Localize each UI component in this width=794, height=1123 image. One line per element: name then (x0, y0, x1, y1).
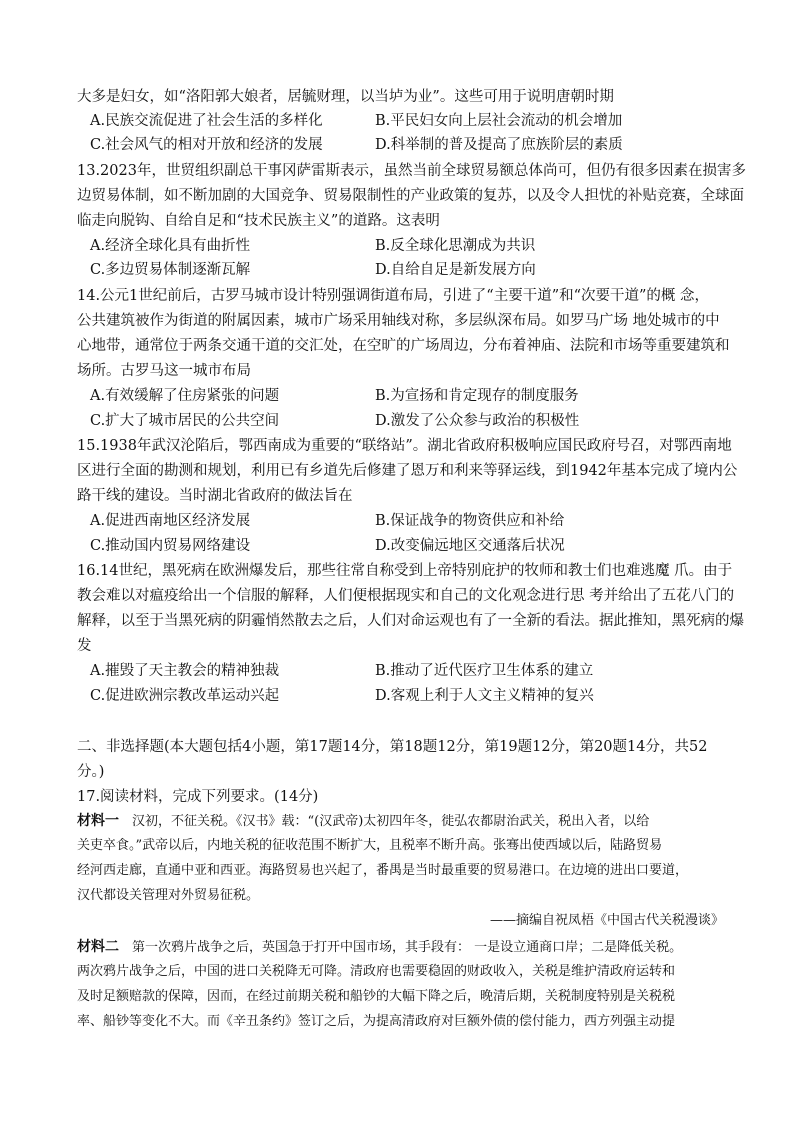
q13-stem-line: 边贸易体制，如不断加剧的大国竞争、贸易限制性的产业政策的复苏，以及令人担忧的补贴竞赛，全球面 (77, 188, 744, 204)
q12-option-b: B.平民妇女向上层社会流动的机会增加 (375, 113, 623, 129)
q15-option-d: D.改变偏远地区交通落后状况 (375, 538, 565, 554)
material2-line: 两次鸦片战争之后，中国的进口关税降无可降。清政府也需要稳固的财政收入，关税是维护清政府运转和 (77, 964, 676, 979)
material1-line: 经河西走廊，直通中亚和西亚。海路贸易也兴起了，番禺是当时最重要的贸易港口。在边境的进出口要道， (77, 863, 689, 878)
q16-stem-line: 教会难以对瘟疫给出一个信服的解释，人们便根据现实和自己的文化观念进行思 考并给出了五花八门的 (77, 588, 735, 604)
q15-option-a: A.促进西南地区经济发展 (90, 513, 251, 529)
q13-stem-line: 13.2023年，世贸组织副总干事冈萨雷斯表示，虽然当前全球贸易额总体尚可，但仍有很多因素在损害多 (77, 163, 746, 179)
q12-stem-tail: 大多是妇女，如“洛阳郭大娘者，居毓财理，以当垆为业”。这些可用于说明唐朝时期 (77, 89, 614, 105)
material1-source: ——摘编自祝凤梧《中国古代关税漫谈》 (489, 913, 724, 928)
q12-option-a: A.民族交流促进了社会生活的多样化 (90, 113, 323, 129)
q12-option-c: C.社会风气的相对开放和经济的发展 (90, 137, 323, 153)
section2-heading-cont: 分。) (77, 764, 105, 780)
q14-option-b: B.为宣扬和肯定现存的制度服务 (375, 388, 579, 404)
q13-option-c: C.多边贸易体制逐渐瓦解 (90, 262, 251, 278)
q13-option-b: B.反全球化思潮成为共识 (375, 238, 536, 254)
material2-line: 及时足额赔款的保障，因而，在经过前期关税和船钞的大幅下降之后，晚清后期，关税制度特别是关税税 (77, 989, 676, 1004)
q15-stem-line: 路干线的建设。当时湖北省政府的做法旨在 (77, 488, 353, 504)
material1-label: 材料一 (77, 813, 119, 829)
q16-option-b: B.推动了近代医疗卫生体系的建立 (375, 663, 594, 679)
material1-line: 关吏卒食。”武帝以后，内地关税的征收范围不断扩大，且税率不断升高。张骞出使西域以后，陆路贸易 (77, 838, 663, 853)
q14-option-d: D.激发了公众参与政治的积极性 (375, 413, 580, 429)
q16-option-d: D.客观上利于人文主义精神的复兴 (375, 688, 594, 704)
q16-option-c: C.促进欧洲宗教改革运动兴起 (90, 688, 280, 704)
q14-stem-line: 公共建筑被作为街道的附属因素，城市广场采用轴线对称，多层纵深布局。如罗马广场 地处城市的中 (77, 313, 720, 329)
q13-option-a: A.经济全球化具有曲折性 (90, 238, 251, 254)
section2-heading: 二、非选择题(本大题包括4小题，第17题14分，第18题12分，第19题12分，第20题14分，共52 (77, 739, 708, 755)
q16-stem-line: 解释，以至于当黑死病的阴霾悄然散去之后，人们对命运观也有了一全新的看法。据此推知，黑死病的爆 (77, 613, 744, 629)
q14-stem-line: 心地带，通常位于两条交通干道的交汇处，在空旷的广场周边，分布着神庙、法院和市场等重要建筑和 (77, 338, 730, 354)
material1-line: 材料一 汉初，不征关税。《汉书》载：“(汉武帝)太初四年冬，徙弘农都尉治武关，税出入者，以给 (77, 813, 650, 829)
material2-line: 材料二 第一次鸦片战争之后，英国急于打开中国市场，其手段有： 一是设立通商口岸；二是降低关税。 (77, 939, 683, 955)
material1-line: 汉代都设关管理对外贸易征税。 (77, 888, 260, 903)
q15-option-c: C.推动国内贸易网络建设 (90, 538, 251, 554)
q12-option-d: D.科举制的普及提高了庶族阶层的素质 (375, 137, 623, 153)
q15-stem-line: 区进行全面的勘测和规划，利用已有乡道先后修建了恩万和利来等驿运线，到1942年基本完成了境内公 (77, 463, 738, 479)
q14-stem-line: 场所。古罗马这一城市布局 (77, 363, 251, 379)
q14-option-c: C.扩大了城市居民的公共空间 (90, 413, 280, 429)
q14-stem-line: 14.公元1世纪前后，古罗马城市设计特别强调街道布局，引进了“主要干道”和“次要干道”的概 念， (77, 288, 710, 304)
q15-option-b: B.保证战争的物资供应和补给 (375, 513, 565, 529)
material2-line: 率、船钞等变化不大。而《辛丑条约》签订之后，为提高清政府对巨额外债的偿付能力，西方列强主动提 (77, 1014, 676, 1029)
q16-stem-line: 发 (77, 638, 92, 654)
q16-option-a: A.摧毁了天主教会的精神独裁 (90, 663, 280, 679)
q15-stem-line: 15.1938年武汉沦陷后，鄂西南成为重要的“联络站”。湖北省政府积极响应国民政府号召，对鄂西南地 (77, 438, 732, 454)
q14-option-a: A.有效缓解了住房紧张的问题 (90, 388, 280, 404)
q17-prompt: 17.阅读材料，完成下列要求。(14分) (77, 789, 319, 805)
q13-option-d: D.自给自足是新发展方向 (375, 262, 536, 278)
q13-stem-line: 临走向脱钩、自给自足和“技术民族主义”的道路。这表明 (77, 213, 440, 229)
material2-label: 材料二 (77, 939, 119, 955)
q16-stem-line: 16.14世纪，黑死病在欧洲爆发后，那些往常自称受到上帝特别庇护的牧师和教士们也难逃魔 爪。由于 (77, 563, 733, 579)
